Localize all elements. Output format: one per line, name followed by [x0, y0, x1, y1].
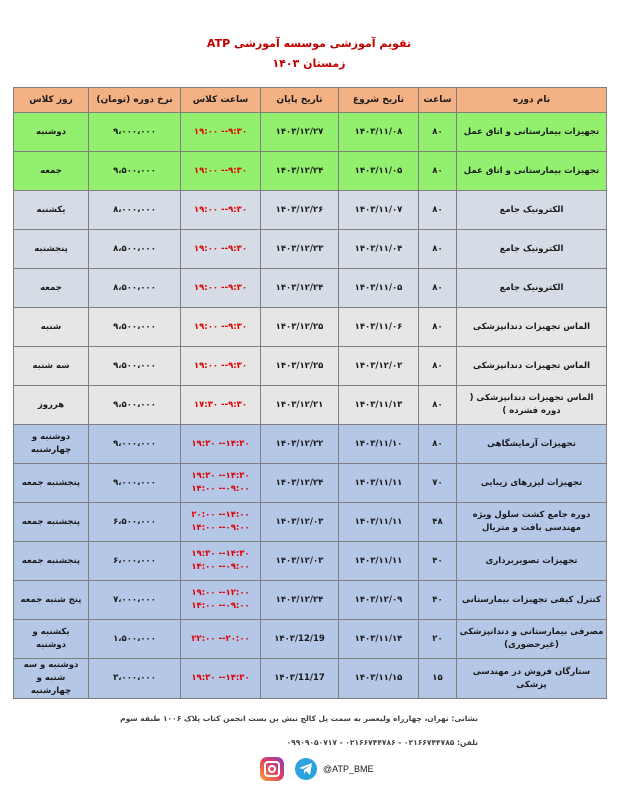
instagram-icon[interactable] — [260, 757, 284, 781]
end-date-cell: ۱۴۰۳/۱۲/۰۳ — [261, 542, 339, 581]
hours-cell: ۱۵ — [419, 659, 457, 699]
end-date-cell: ۱۴۰۳/۱۲/۲۲ — [261, 425, 339, 464]
column-header: ساعت — [419, 88, 457, 113]
class-day-cell: شنبه — [14, 308, 89, 347]
start-date-cell: ۱۴۰۳/۱۲/۰۹ — [339, 581, 419, 620]
table-row — [14, 503, 607, 542]
class-day-cell: دوشنبه و چهارشنبه — [14, 425, 89, 464]
start-date-cell: ۱۴۰۳/۱۱/۱۱ — [339, 464, 419, 503]
course-name-cell: الکترونیک جامع — [457, 269, 607, 308]
class-time-cell: ۱۴:۳۰-- ۱۹:۳۰ — [181, 659, 261, 699]
course-name-cell: تجهیزات تصویربرداری — [457, 542, 607, 581]
table-row — [14, 425, 607, 464]
start-date-cell: ۱۴۰۳/۱۱/۱۳ — [339, 386, 419, 425]
hours-cell: ۴۰ — [419, 542, 457, 581]
price-cell: ۸،۰۰۰،۰۰۰ — [89, 191, 181, 230]
price-cell: ۸،۵۰۰،۰۰۰ — [89, 269, 181, 308]
address-text: نشانی: تهران، چهارراه ولیعصر به سمت پل کالج نبش بن بست انجمن کتاب پلاک ۱۰۰۶ طبقه سوم — [120, 714, 478, 723]
class-time-cell: ۱۴:۳۰-- ۱۹:۳۰ ۰۹:۰۰-- ۱۴:۰۰ — [181, 542, 261, 581]
class-time-cell: ۹:۳۰-- ۱۹:۰۰ — [181, 269, 261, 308]
column-header: نرخ دوره (تومان) — [89, 88, 181, 113]
class-day-cell: هرروز — [14, 386, 89, 425]
hours-cell: ۸۰ — [419, 152, 457, 191]
table-row — [14, 152, 607, 191]
course-name-cell: الماس تجهیزات دندانپزشکی — [457, 308, 607, 347]
end-date-cell: ۱۴۰۳/۱۲/۲۴ — [261, 581, 339, 620]
price-cell: ۹،۵۰۰،۰۰۰ — [89, 386, 181, 425]
course-name-cell: تجهیزات بیمارستانی و اتاق عمل — [457, 152, 607, 191]
class-time-cell: ۹:۳۰-- ۱۹:۰۰ — [181, 230, 261, 269]
table-row — [14, 113, 607, 152]
course-name-cell: دوره جامع کشت سلول ویژه مهندسی بافت و متریال — [457, 503, 607, 542]
end-date-cell: ۱۴۰۳/۱۲/۲۵ — [261, 308, 339, 347]
end-date-cell: ۱۴۰۳/۱۲/۲۴ — [261, 152, 339, 191]
class-day-cell: پنجشنبه جمعه — [14, 542, 89, 581]
course-name-cell: تجهیزات آزمایشگاهی — [457, 425, 607, 464]
class-day-cell: دوشنبه — [14, 113, 89, 152]
price-cell: ۱،۵۰۰،۰۰۰ — [89, 620, 181, 659]
end-date-cell: ۱۴۰۳/۱۲/۲۳ — [261, 230, 339, 269]
column-header: تاریخ پایان — [261, 88, 339, 113]
class-day-cell: سه شنبه — [14, 347, 89, 386]
class-day-cell: پنجشنبه — [14, 230, 89, 269]
hours-cell: ۸۰ — [419, 425, 457, 464]
price-cell: ۹،۵۰۰،۰۰۰ — [89, 347, 181, 386]
end-date-cell: ۱۴۰۳/11/17 — [261, 659, 339, 699]
course-name-cell: کنترل کیفی تجهیزات بیمارستانی — [457, 581, 607, 620]
course-name-cell: الکترونیک جامع — [457, 191, 607, 230]
start-date-cell: ۱۴۰۳/۱۲/۰۲ — [339, 347, 419, 386]
column-header: ساعت کلاس — [181, 88, 261, 113]
hours-cell: ۸۰ — [419, 191, 457, 230]
class-time-cell: ۱۲:۰۰-- ۱۹:۰۰ ۰۹:۰۰-- ۱۴:۰۰ — [181, 581, 261, 620]
column-header: تاریخ شروع — [339, 88, 419, 113]
start-date-cell: ۱۴۰۳/۱۱/۱۱ — [339, 542, 419, 581]
hours-cell: ۴۰ — [419, 581, 457, 620]
end-date-cell: ۱۴۰۳/۱۲/۰۳ — [261, 503, 339, 542]
course-name-cell: الماس تجهیزات دندانپزشکی ( دوره فشرده ) — [457, 386, 607, 425]
start-date-cell: ۱۴۰۳/۱۱/۰۶ — [339, 308, 419, 347]
hours-cell: ۸۰ — [419, 113, 457, 152]
price-cell: ۹،۰۰۰،۰۰۰ — [89, 425, 181, 464]
hours-cell: ۸۰ — [419, 386, 457, 425]
class-day-cell: پنجشنبه جمعه — [14, 464, 89, 503]
telegram-icon[interactable] — [295, 758, 317, 780]
table-row — [14, 269, 607, 308]
hours-cell: ۸۰ — [419, 230, 457, 269]
class-time-cell: ۱۴:۰۰-- ۲۰:۰۰ ۰۹:۰۰-- ۱۴:۰۰ — [181, 503, 261, 542]
price-cell: ۶،۰۰۰،۰۰۰ — [89, 542, 181, 581]
end-date-cell: ۱۴۰۳/۱۲/۲۵ — [261, 347, 339, 386]
class-time-cell: ۱۴:۳۰-- ۱۹:۳۰ ۰۹:۰۰-- ۱۴:۰۰ — [181, 464, 261, 503]
schedule-table — [13, 87, 607, 699]
hours-cell: ۸۰ — [419, 347, 457, 386]
end-date-cell: ۱۴۰۳/۱۲/۲۴ — [261, 464, 339, 503]
class-day-cell: جمعه — [14, 152, 89, 191]
start-date-cell: ۱۴۰۳/۱۱/۰۴ — [339, 230, 419, 269]
course-name-cell: الماس تجهیزات دندانپزشکی — [457, 347, 607, 386]
phone-text: تلفن: ۰۲۱۶۶۷۴۴۷۸۵ - ۰۲۱۶۶۷۴۴۷۸۶ - ۰۹۹۰۹۰۵۰۷۱۷ — [286, 738, 478, 747]
class-day-cell: یکشنبه — [14, 191, 89, 230]
course-name-cell: تجهیزات لیزرهای زیبایی — [457, 464, 607, 503]
price-cell: ۶،۵۰۰،۰۰۰ — [89, 503, 181, 542]
price-cell: ۹،۰۰۰،۰۰۰ — [89, 113, 181, 152]
class-time-cell: ۹:۳۰-- ۱۹:۰۰ — [181, 113, 261, 152]
table-row — [14, 581, 607, 620]
start-date-cell: ۱۴۰۳/۱۱/۱۰ — [339, 425, 419, 464]
start-date-cell: ۱۴۰۳/۱۱/۰۵ — [339, 152, 419, 191]
class-time-cell: ۹:۳۰-- ۱۹:۰۰ — [181, 308, 261, 347]
class-day-cell: جمعه — [14, 269, 89, 308]
class-day-cell: پنج شنبه جمعه — [14, 581, 89, 620]
table-row — [14, 230, 607, 269]
start-date-cell: ۱۴۰۳/۱۱/۱۱ — [339, 503, 419, 542]
class-time-cell: ۹:۳۰-- ۱۹:۰۰ — [181, 152, 261, 191]
end-date-cell: ۱۴۰۳/۱۲/۲۴ — [261, 269, 339, 308]
table-row — [14, 620, 607, 659]
page-title: تقویم آموزشی موسسه آموزشی ATP — [206, 37, 412, 50]
column-header: نام دوره — [457, 88, 607, 113]
course-name-cell: تجهیزات بیمارستانی و اتاق عمل — [457, 113, 607, 152]
table-row — [14, 386, 607, 425]
column-header: روز کلاس — [14, 88, 89, 113]
hours-cell: ۴۸ — [419, 503, 457, 542]
table-row — [14, 191, 607, 230]
table-row — [14, 308, 607, 347]
table-row — [14, 464, 607, 503]
price-cell: ۹،۵۰۰،۰۰۰ — [89, 308, 181, 347]
price-cell: ۸،۵۰۰،۰۰۰ — [89, 230, 181, 269]
start-date-cell: ۱۴۰۳/۱۱/۰۵ — [339, 269, 419, 308]
table-row — [14, 542, 607, 581]
class-time-cell: ۲۰:۰۰-- ۲۲:۰۰ — [181, 620, 261, 659]
end-date-cell: ۱۴۰۳/۱۲/۲۱ — [261, 386, 339, 425]
end-date-cell: ۱۴۰۳/۱۲/۲۶ — [261, 191, 339, 230]
page-subtitle: زمستان ۱۴۰۳ — [272, 57, 346, 70]
class-time-cell: ۹:۳۰-- ۱۷:۳۰ — [181, 386, 261, 425]
class-time-cell: ۱۴:۳۰-- ۱۹:۳۰ — [181, 425, 261, 464]
course-name-cell: مصرفی بیمارستانی و دندانپزشکی (غیرحضوری) — [457, 620, 607, 659]
hours-cell: ۸۰ — [419, 308, 457, 347]
start-date-cell: ۱۴۰۳/۱۱/۰۷ — [339, 191, 419, 230]
class-day-cell: دوشنبه و سه شنبه و چهارشنبه — [14, 659, 89, 699]
class-day-cell: یکشنبه و دوشنبه — [14, 620, 89, 659]
end-date-cell: ۱۴۰۳/12/19 — [261, 620, 339, 659]
table-row — [14, 347, 607, 386]
end-date-cell: ۱۴۰۳/۱۲/۲۷ — [261, 113, 339, 152]
table-header-row — [14, 88, 607, 113]
course-name-cell: ستارگان فروش در مهندسی پزشکی — [457, 659, 607, 699]
course-name-cell: الکترونیک جامع — [457, 230, 607, 269]
start-date-cell: ۱۴۰۳/۱۱/۱۵ — [339, 659, 419, 699]
hours-cell: ۸۰ — [419, 269, 457, 308]
price-cell: ۳،۰۰۰،۰۰۰ — [89, 659, 181, 699]
hours-cell: ۲۰ — [419, 620, 457, 659]
class-day-cell: پنجشنبه جمعه — [14, 503, 89, 542]
price-cell: ۷،۰۰۰،۰۰۰ — [89, 581, 181, 620]
price-cell: ۹،۰۰۰،۰۰۰ — [89, 464, 181, 503]
start-date-cell: ۱۴۰۳/۱۱/۱۴ — [339, 620, 419, 659]
price-cell: ۹،۵۰۰،۰۰۰ — [89, 152, 181, 191]
class-time-cell: ۹:۳۰-- ۱۹:۰۰ — [181, 347, 261, 386]
table-row — [14, 659, 607, 699]
start-date-cell: ۱۴۰۳/۱۱/۰۸ — [339, 113, 419, 152]
social-handle[interactable]: @ATP_BME — [323, 764, 374, 774]
class-time-cell: ۹:۳۰-- ۱۹:۰۰ — [181, 191, 261, 230]
hours-cell: ۷۰ — [419, 464, 457, 503]
